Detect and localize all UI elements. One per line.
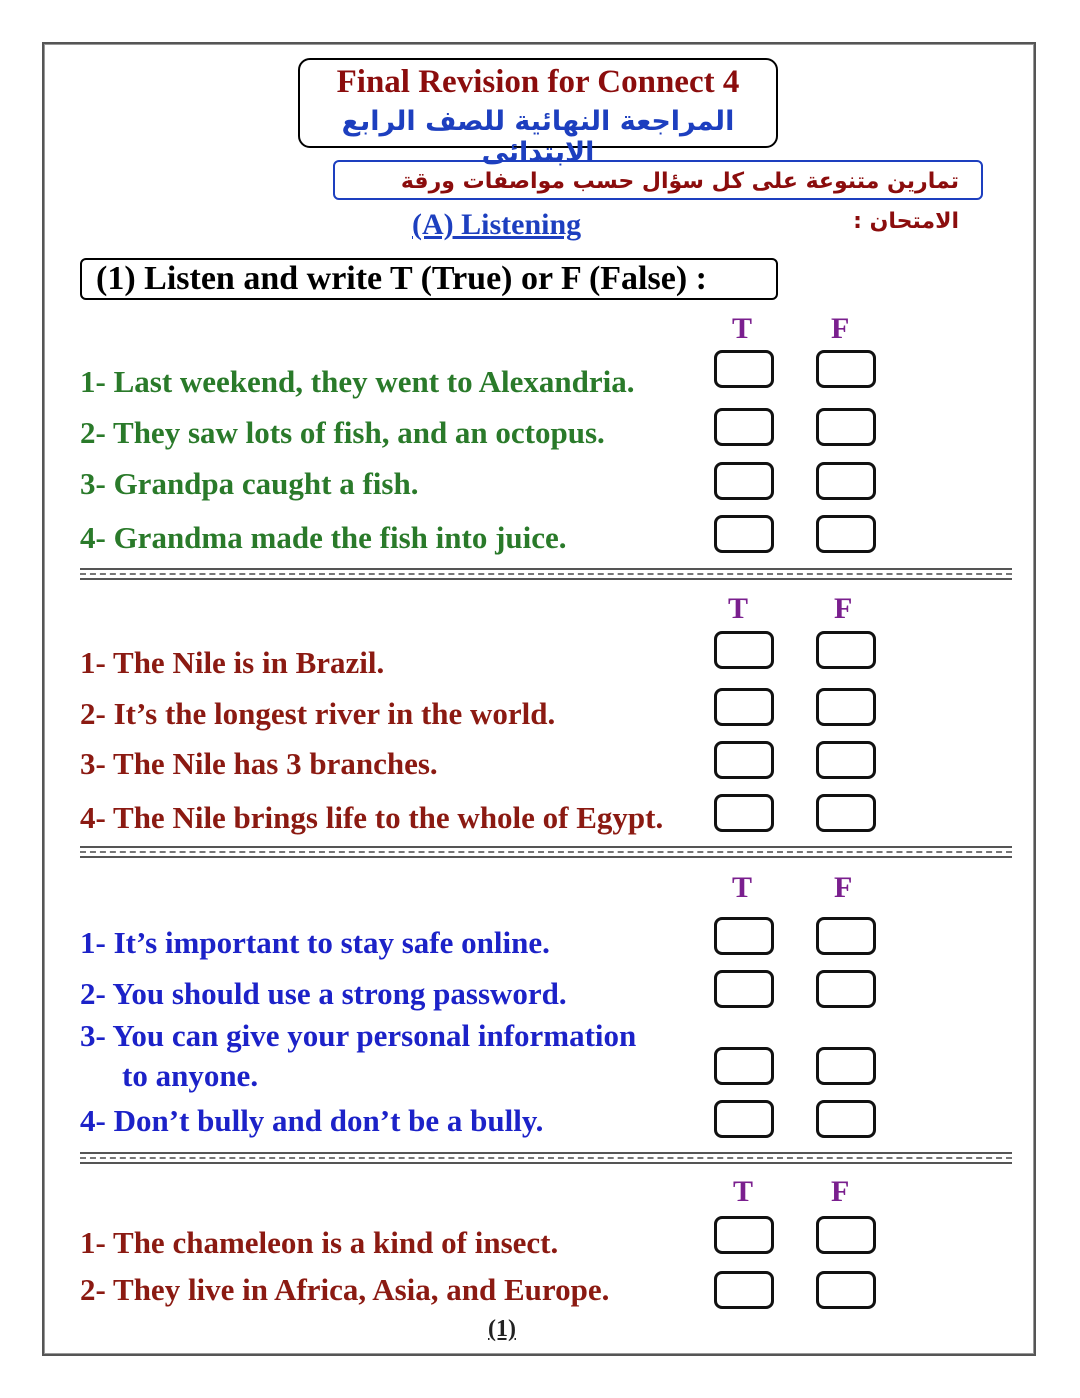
false-answer-box[interactable] xyxy=(816,1100,876,1138)
false-answer-box[interactable] xyxy=(816,970,876,1008)
true-answer-box[interactable] xyxy=(714,1271,774,1309)
false-answer-box[interactable] xyxy=(816,515,876,553)
true-column-label: T xyxy=(732,871,753,904)
true-answer-box[interactable] xyxy=(714,1047,774,1085)
true-column-label: T xyxy=(733,1175,754,1208)
false-answer-box[interactable] xyxy=(816,1216,876,1254)
separator-line xyxy=(80,568,1012,580)
false-answer-box[interactable] xyxy=(816,350,876,388)
true-answer-box[interactable] xyxy=(714,408,774,446)
statement-continuation: to anyone. xyxy=(122,1058,259,1093)
statement: 3- Grandpa caught a fish. xyxy=(80,466,419,501)
statement: 4- Don’t bully and don’t be a bully. xyxy=(80,1103,544,1138)
statement: 2- You should use a strong password. xyxy=(80,976,567,1011)
statement: 3- The Nile has 3 branches. xyxy=(80,746,438,781)
false-answer-box[interactable] xyxy=(816,1271,876,1309)
statement: 1- It’s important to stay safe online. xyxy=(80,925,550,960)
false-answer-box[interactable] xyxy=(816,794,876,832)
statement: 1- The chameleon is a kind of insect. xyxy=(80,1225,559,1260)
true-answer-box[interactable] xyxy=(714,970,774,1008)
statement: 3- You can give your personal information xyxy=(80,1018,637,1053)
false-column-label: F xyxy=(831,1175,850,1208)
statement: 4- Grandma made the fish into juice. xyxy=(80,520,567,555)
true-answer-box[interactable] xyxy=(714,515,774,553)
true-answer-box[interactable] xyxy=(714,631,774,669)
true-answer-box[interactable] xyxy=(714,794,774,832)
statement: 1- The Nile is in Brazil. xyxy=(80,645,385,680)
true-column-label: T xyxy=(728,592,749,625)
statement: 2- It’s the longest river in the world. xyxy=(80,696,556,731)
title-arabic: المراجعة النهائية للصف الرابع الابتدائى xyxy=(341,106,735,168)
title-box xyxy=(298,58,778,168)
statement: 2- They live in Africa, Asia, and Europe. xyxy=(80,1272,610,1307)
false-column-label: F xyxy=(834,871,853,904)
true-answer-box[interactable] xyxy=(714,462,774,500)
false-answer-box[interactable] xyxy=(816,688,876,726)
separator-line xyxy=(80,1152,1012,1164)
question-instruction: (1) Listen and write T (True) or F (False) : xyxy=(80,258,778,300)
false-answer-box[interactable] xyxy=(816,408,876,446)
separator-line xyxy=(80,846,1012,858)
false-answer-box[interactable] xyxy=(816,1047,876,1085)
false-answer-box[interactable] xyxy=(816,741,876,779)
true-answer-box[interactable] xyxy=(714,1100,774,1138)
title-english: Final Revision for Connect 4 xyxy=(336,64,740,100)
false-answer-box[interactable] xyxy=(816,917,876,955)
section-heading: (A) Listening xyxy=(412,208,582,241)
false-column-label: F xyxy=(831,312,850,345)
subtitle-arabic: تمارين متنوعة على كل سؤال حسب مواصفات ورقة الامتحان : xyxy=(333,160,983,200)
true-answer-box[interactable] xyxy=(714,1216,774,1254)
false-answer-box[interactable] xyxy=(816,631,876,669)
false-answer-box[interactable] xyxy=(816,462,876,500)
false-column-label: F xyxy=(834,592,853,625)
statement: 4- The Nile brings life to the whole of Egypt. xyxy=(80,800,664,835)
statement: 2- They saw lots of fish, and an octopus. xyxy=(80,415,605,450)
statement: 1- Last weekend, they went to Alexandria. xyxy=(80,364,635,399)
true-answer-box[interactable] xyxy=(714,350,774,388)
true-answer-box[interactable] xyxy=(714,741,774,779)
true-answer-box[interactable] xyxy=(714,917,774,955)
page-number: (1) xyxy=(488,1316,516,1342)
true-column-label: T xyxy=(732,312,753,345)
true-answer-box[interactable] xyxy=(714,688,774,726)
